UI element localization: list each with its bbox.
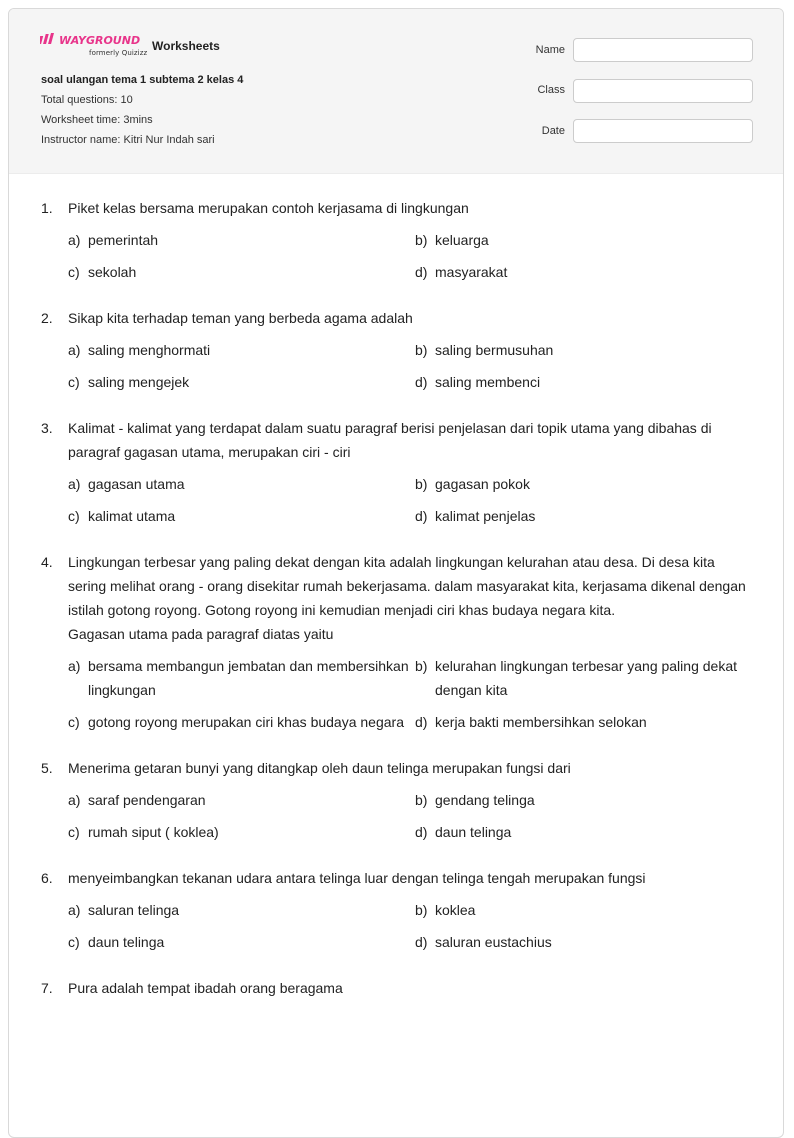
option-text: saling mengejek [88,374,190,390]
answer-option[interactable] [68,338,415,362]
class-label: Class [537,84,565,96]
question-list [9,173,784,1022]
answer-option[interactable] [415,228,755,252]
option-text: daun telinga [88,934,165,950]
option-letter: c) [68,934,80,950]
question-prompt [41,866,756,890]
option-text: gagasan pokok [435,476,530,492]
question-text: Menerima getaran bunyi yang ditangkap oleh daun telinga merupakan fungsi dari [68,760,571,776]
answer-option[interactable] [68,472,415,496]
option-letter: a) [68,342,81,358]
option-letter: b) [415,658,428,674]
answer-option[interactable] [68,260,415,284]
answer-option[interactable] [415,472,755,496]
question-item [41,196,756,284]
option-letter: d) [415,374,428,390]
question-number: 2. [41,310,53,326]
option-text: kerja bakti membersihkan selokan [435,714,647,730]
option-text: masyarakat [435,264,508,280]
option-letter: d) [415,934,428,950]
question-prompt [41,550,756,646]
date-label: Date [541,125,565,137]
question-text: Pura adalah tempat ibadah orang beragama [68,980,343,996]
question-item [41,866,756,954]
option-letter: c) [68,824,80,840]
option-text: daun telinga [435,824,512,840]
question-number: 1. [41,200,53,216]
option-letter: a) [68,658,81,674]
date-field[interactable] [573,119,753,143]
answer-options [68,228,756,284]
question-text: Piket kelas bersama merupakan contoh kerjasama di lingkungan [68,200,469,216]
worksheet-header [9,9,784,174]
question-text: Lingkungan terbesar yang paling dekat dengan kita adalah lingkungan kelurahan atau desa. Di desa kita sering melihat orang - orang disekitar rumah bekerjasama. dalam masyarakat kita, kerjasama dikenal dengan istilah gotong royong. Gotong royong ini kemudian menjadi ciri khas budaya negara kita. Gagasan utama pada paragraf diatas yaitu [68,554,746,642]
option-text: sekolah [88,264,137,280]
answer-options [68,338,756,394]
total-questions: Total questions: 10 [41,94,133,106]
question-item [41,976,756,1000]
question-prompt [41,416,756,464]
option-text: kalimat utama [88,508,176,524]
name-field[interactable] [573,38,753,62]
answer-options [68,898,756,954]
question-item [41,306,756,394]
answer-option[interactable] [415,370,755,394]
answer-option[interactable] [68,710,415,734]
question-text: menyeimbangkan tekanan udara antara telinga luar dengan telinga tengah merupakan fungsi [68,870,646,886]
option-text: pemerintah [88,232,159,248]
answer-option[interactable] [415,260,755,284]
option-letter: c) [68,714,80,730]
answer-options [68,788,756,844]
option-text: gendang telinga [435,792,535,808]
question-number: 3. [41,420,53,436]
option-text: saling menghormati [88,342,211,358]
class-field[interactable] [573,79,753,103]
answer-option[interactable] [415,710,755,734]
question-number: 7. [41,980,53,996]
option-text: saling bermusuhan [435,342,554,358]
option-text: saraf pendengaran [88,792,206,808]
option-text: bersama membangun jembatan dan membersihkan lingkungan [88,658,409,698]
answer-options [68,654,756,734]
answer-option[interactable] [415,930,755,954]
question-number: 6. [41,870,53,886]
instructor-name: Instructor name: Kitri Nur Indah sari [41,134,215,146]
option-text: kelurahan lingkungan terbesar yang paling dekat dengan kita [435,658,737,698]
option-text: gotong royong merupakan ciri khas budaya negara [88,714,404,730]
option-letter: a) [68,902,81,918]
question-number: 4. [41,554,53,570]
option-letter: a) [68,476,81,492]
worksheet-title: soal ulangan tema 1 subtema 2 kelas 4 [41,74,244,86]
question-text: Sikap kita terhadap teman yang berbeda agama adalah [68,310,413,326]
answer-option[interactable] [68,898,415,922]
question-item [41,550,756,734]
option-text: gagasan utama [88,476,185,492]
answer-option[interactable] [68,504,415,528]
brand-subtitle: formerly Quizizz [89,49,148,57]
brand-name: WAYGROUND [59,34,141,47]
question-number: 5. [41,760,53,776]
answer-option[interactable] [415,898,755,922]
option-text: keluarga [435,232,489,248]
option-text: koklea [435,902,476,918]
option-letter: b) [415,902,428,918]
question-text: Kalimat - kalimat yang terdapat dalam suatu paragraf berisi penjelasan dari topik utama yang dibahas di paragraf gagasan utama, merupakan ciri - ciri [68,420,712,460]
option-letter: b) [415,342,428,358]
option-letter: d) [415,264,428,280]
option-letter: c) [68,374,80,390]
question-item [41,756,756,844]
question-prompt [41,196,756,220]
option-letter: a) [68,792,81,808]
option-letter: d) [415,714,428,730]
answer-options [68,472,756,528]
question-prompt [41,976,756,1000]
option-letter: b) [415,476,428,492]
option-text: saling membenci [435,374,541,390]
answer-option[interactable] [68,228,415,252]
option-letter: b) [415,792,428,808]
option-letter: d) [415,508,428,524]
answer-option[interactable] [68,788,415,812]
option-letter: b) [415,232,428,248]
question-prompt [41,756,756,780]
option-letter: d) [415,824,428,840]
answer-option[interactable] [415,504,755,528]
name-label: Name [535,44,565,56]
worksheet-page [8,8,784,1138]
answer-option[interactable] [68,820,415,844]
answer-option[interactable] [68,654,415,702]
question-prompt [41,306,756,330]
option-text: kalimat penjelas [435,508,536,524]
worksheet-time: Worksheet time: 3mins [41,114,153,126]
answer-option[interactable] [415,788,755,812]
answer-option[interactable] [68,370,415,394]
product-name: Worksheets [152,39,220,53]
question-item [41,416,756,528]
option-letter: c) [68,508,80,524]
answer-option[interactable] [415,654,755,702]
wayground-logo-mark [40,33,144,49]
option-text: saluran eustachius [435,934,552,950]
option-letter: c) [68,264,80,280]
answer-option[interactable] [68,930,415,954]
option-text: rumah siput ( koklea) [88,824,219,840]
option-letter: a) [68,232,81,248]
option-text: saluran telinga [88,902,180,918]
answer-option[interactable] [415,820,755,844]
answer-option[interactable] [415,338,755,362]
